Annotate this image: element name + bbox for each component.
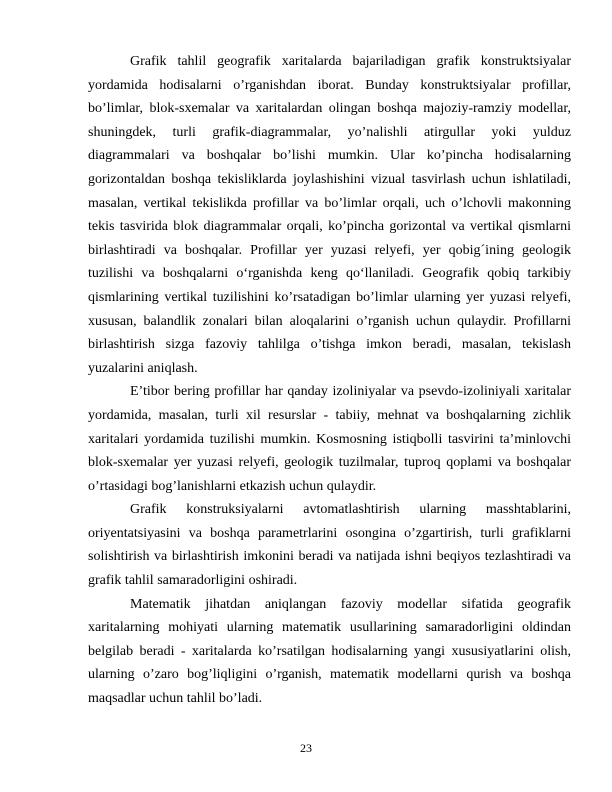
paragraph-automation: Grafik konstruksiyalarni avtomatlashtirish ularning masshtablarini, oriyentatsiyasini va boshqa parametrlarini osongina o’zgartirish, turli grafiklarni solishtirish va birlashtirish imkonini beradi va natijada ishni beqiyos tezlashtiradi va grafik tahlil samaradorligini oshiradi. [88,502,571,589]
document-body [88,50,571,711]
paragraph-mathematical-models: Matematik jihatdan aniqlangan fazoviy modellar sifatida geografik xaritalarning mohiyati ularning matematik usullarining samaradorligini oldindan belgilab beradi - xaritalarda ko’rsatilgan hodisalarning yangi xususiyatlarini olish, ularning o’zaro bog’liqligini o’rganish, matematik modellarni qurish va boshqa maqsadlar uchun tahlil bo’ladi. [88,596,571,707]
paragraph-profiles-note: E’tibor bering profillar har qanday izoliniyalar va psevdo-izoliniyali xaritalar yordamida, masalan, turli xil resurslar - tabiiy, mehnat va boshqalarning zichlik xaritalari yordamida tuzilishi mumkin. Kosmosning istiqbolli tasvirini ta’minlovchi blok-sxemalar yer yuzasi relyefi, geologik tuzilmalar, tuproq qoplami va boshqalar o’rtasidagi bog’lanishlarni etkazish uchun qulaydir. [88,384,571,494]
page-number: 23 [300,741,312,755]
paragraph-graphic-analysis: Grafik tahlil geografik xaritalarda bajariladigan grafik konstruktsiyalar yordamida hodisalarni o’rganishdan iborat. Bunday konstruktsiyalar profillar, bo’limlar, blok-sxemalar va xaritalardan olingan boshqa majoziy-ramziy modellar, shuningdek, turli grafik-diagrammalar, yo’nalishli atirgullar yoki yulduz diagrammalari va boshqalar bo’lishi mumkin. Ular ko’pincha hodisalarning gorizontaldan boshqa tekisliklarda joylashishini vizual tasvirlash uchun ishlatiladi, masalan, vertikal tekislikda profillar va bo’limlar orqali, uch o’lchovli makonning tekis tasvirida blok diagrammalar orqali, ko’pincha gorizontal va vertikal qismlarni birlashtiradi va boshqalar. Profillar yer yuzasi relyefi, yer qobig´ining geologik tuzilishi va boshqalarni o‘rganishda keng qo‘llaniladi. Geografik qobiq tarkibiy qismlarining vertikal tuzilishini ko’rsatadigan bo’limlar ularning yer yuzasi relyefi, xususan, balandlik zonalari bilan aloqalarini o’rganish uchun qulaydir. Profillarni birlashtirish sizga fazoviy tahlilga o’tishga imkon beradi, masalan, tekislash yuzalarini aniqlash. [88,54,571,376]
